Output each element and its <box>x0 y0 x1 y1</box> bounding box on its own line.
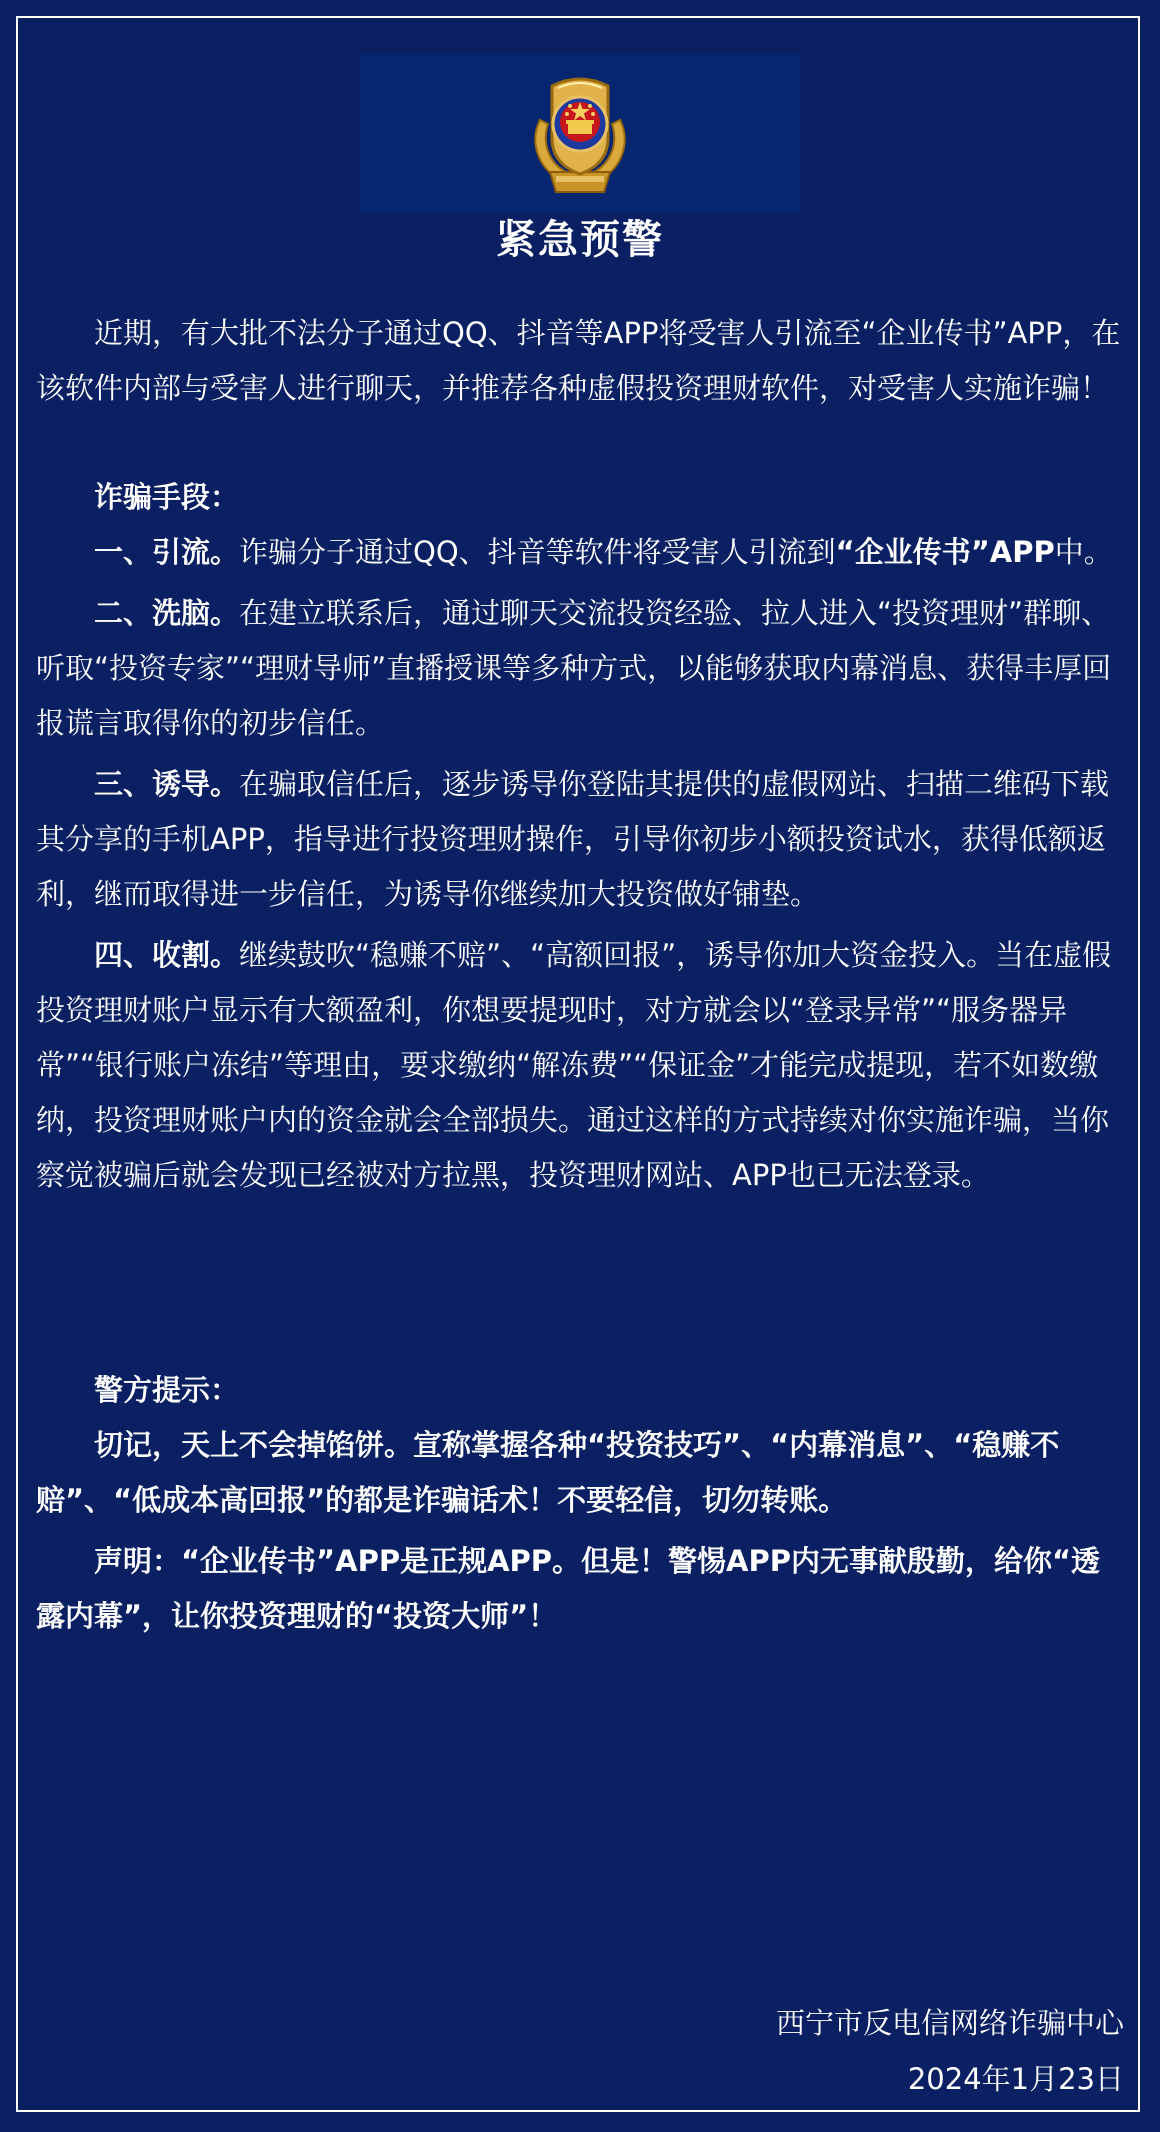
statement-paragraph: 声明：“企业传书”APP是正规APP。但是！警惕APP内无事献殷勤，给你“透露内幕”，让你投资理财的“投资大师”！ <box>36 1544 1101 1633</box>
method-item: 二、洗脑。在建立联系后，通过聊天交流投资经验、拉人进入“投资理财”群聊、听取“投资专家”“理财导师”直播授课等多种方式，以能够获取内幕消息、获得丰厚回报谎言取得你的初步信任。 <box>36 596 1112 740</box>
police-emblem-icon <box>522 68 638 198</box>
methods-heading: 诈骗手段： <box>94 480 240 514</box>
method-label: 一、引流。 <box>94 535 240 569</box>
method-label: 三、诱导。 <box>94 767 240 801</box>
method-item: 四、收割。继续鼓吹“稳赚不赔”、“高额回报”，诱导你加大资金投入。当在虚假投资理财账户显示有大额盈利，你想要提现时，对方就会以“登录异常”“服务器异常”“银行账户冻结”等理由，要求缴纳“解冻费”“保证金”才能完成提现，若不如数缴纳，投资理财账户内的资金就会全部损失。通过这样的方式持续对你实施诈骗，当你察觉被骗后就会发现已经被对方拉黑，投资理财网站、APP也已无法登录。 <box>36 938 1112 1192</box>
intro-paragraph: 近期，有大批不法分子通过QQ、抖音等APP将受害人引流至“企业传书”APP，在该软件内部与受害人进行聊天，并推荐各种虚假投资理财软件，对受害人实施诈骗！ <box>36 316 1121 405</box>
signature-org: 西宁市反电信网络诈骗中心 <box>775 2006 1124 2040</box>
method-label: 四、收割。 <box>94 938 240 972</box>
method-label: 二、洗脑。 <box>94 596 240 630</box>
tips-heading: 警方提示： <box>94 1373 240 1407</box>
tip-paragraph: 切记，天上不会掉馅饼。宣称掌握各种“投资技巧”、“内幕消息”、“稳赚不赔”、“低成本高回报”的都是诈骗话术！不要轻信，切勿转账。 <box>36 1428 1060 1517</box>
article-body <box>36 306 1126 1644</box>
signature-block <box>776 1995 1124 2107</box>
method-item: 三、诱导。在骗取信任后，逐步诱导你登陆其提供的虚假网站、扫描二维码下载其分享的手机APP，指导进行投资理财操作，引导你初步小额投资试水，获得低额返利，继而取得进一步信任，为诱导你继续加大投资做好铺垫。 <box>36 767 1110 911</box>
page-title: 紧急预警 <box>496 217 664 263</box>
method-item: 一、引流。诈骗分子通过QQ、抖音等软件将受害人引流到“企业传书”APP中。 <box>94 535 1113 569</box>
signature-date: 2024年1月23日 <box>907 2062 1124 2096</box>
